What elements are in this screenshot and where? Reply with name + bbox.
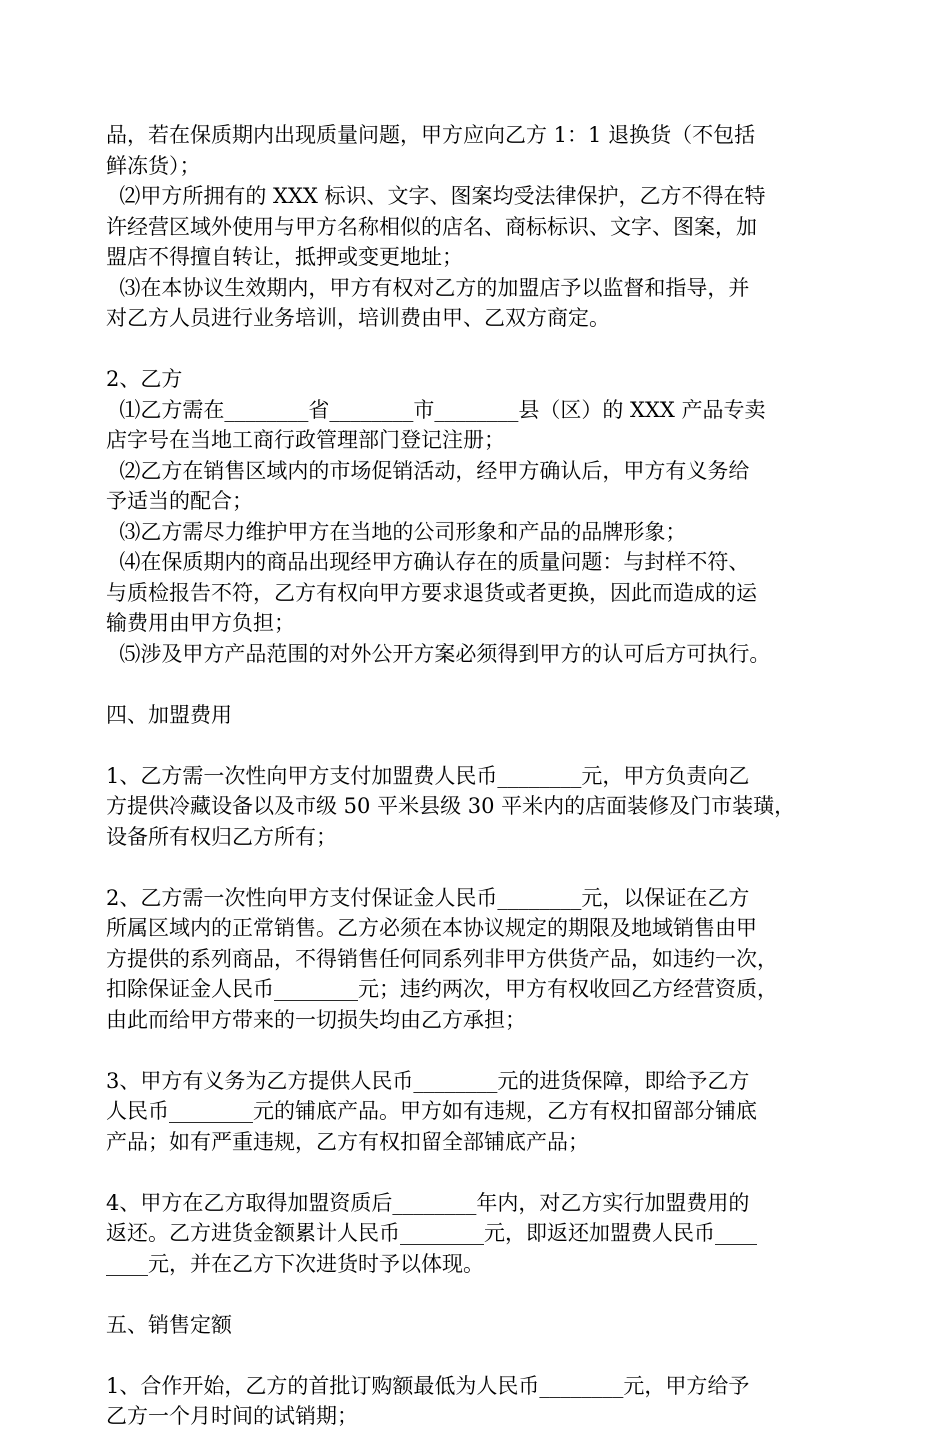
clause-franchise-fee-1 xyxy=(106,761,866,853)
text-line: ⑶在本协议生效期内，甲方有权对乙方的加盟店予以监督和指导，并 xyxy=(106,275,750,300)
section-sales-quota xyxy=(106,1310,866,1341)
section-heading: 四、加盟费用 xyxy=(106,702,232,727)
text-line: ⑵甲方所拥有的 XXX 标识、文字、图案均受法律保护，乙方不得在特 xyxy=(106,184,766,208)
text-line: 对乙方人员进行业务培训，培训费由甲、乙双方商定。 xyxy=(106,306,610,330)
clause-franchise-fee-3 xyxy=(106,1066,866,1158)
section-heading: 2、乙方 xyxy=(106,367,183,391)
text-line: ⑶乙方需尽力维护甲方在当地的公司形象和产品的品牌形象； xyxy=(106,519,687,544)
clause-franchise-fee-4 xyxy=(106,1188,866,1280)
text-line: ⑷在保质期内的商品出现经甲方确认存在的质量问题：与封样不符、 xyxy=(106,550,750,574)
clause-sales-quota-1 xyxy=(106,1371,866,1432)
paragraph-gap xyxy=(106,1279,866,1310)
text-line: 许经营区域外使用与甲方名称相似的店名、商标标识、文字、图案，加 xyxy=(106,214,757,239)
paragraph-jia-fang-obligations xyxy=(106,120,866,334)
text-line: 设备所有权归乙方所有； xyxy=(106,824,337,849)
text-line: 返还。乙方进货金额累计人民币________元，即返还加盟费人民币____ xyxy=(106,1221,757,1245)
text-line: ⑴乙方需在________省________市________县（区）的 XXX 产品专卖 xyxy=(106,397,766,422)
text-line: 1、乙方需一次性向甲方支付加盟费人民币________元，甲方负责向乙 xyxy=(106,763,750,788)
paragraph-gap xyxy=(106,1035,866,1066)
text-line: 由此而给甲方带来的一切损失均由乙方承担； xyxy=(106,1007,526,1032)
clause-franchise-fee-2 xyxy=(106,883,866,1036)
text-line: 予适当的配合； xyxy=(106,489,253,513)
paragraph-gap xyxy=(106,669,866,700)
paragraph-gap xyxy=(106,852,866,883)
text-line: 产品；如有严重违规，乙方有权扣留全部铺底产品； xyxy=(106,1129,589,1154)
text-line: 与质检报告不符，乙方有权向甲方要求退货或者更换，因此而造成的运 xyxy=(106,580,757,605)
paragraph-gap xyxy=(106,334,866,365)
text-line: ⑵乙方在销售区域内的市场促销活动，经甲方确认后，甲方有义务给 xyxy=(106,458,750,483)
text-line: 所属区域内的正常销售。乙方必须在本协议规定的期限及地域销售由甲 xyxy=(106,916,757,940)
text-line: 店字号在当地工商行政管理部门登记注册； xyxy=(106,428,505,452)
text-line: 鲜冻货）； xyxy=(106,153,201,178)
paragraph-gap xyxy=(106,1340,866,1371)
section-heading: 五、销售定额 xyxy=(106,1312,232,1337)
text-line: 盟店不得擅自转让，抵押或变更地址； xyxy=(106,245,463,269)
paragraph-gap xyxy=(106,730,866,761)
text-line: 2、乙方需一次性向甲方支付保证金人民币________元，以保证在乙方 xyxy=(106,885,750,910)
text-line: ⑸涉及甲方产品范围的对外公开方案必须得到甲方的认可后方可执行。 xyxy=(106,641,771,666)
text-line: 方提供冷藏设备以及市级 50 平米县级 30 平米内的店面装修及门市装璜， xyxy=(106,794,796,818)
text-line: 品，若在保质期内出现质量问题，甲方应向乙方 1：1 退换货（不包括 xyxy=(106,123,756,147)
text-line: 人民币________元的铺底产品。甲方如有违规，乙方有权扣留部分铺底 xyxy=(106,1099,757,1123)
paragraph-yi-fang-obligations xyxy=(106,364,866,669)
text-line: 输费用由甲方负担； xyxy=(106,611,295,635)
paragraph-gap xyxy=(106,1157,866,1188)
text-line: 乙方一个月时间的试销期； xyxy=(106,1404,358,1428)
document-body xyxy=(106,120,866,1432)
text-line: 4、甲方在乙方取得加盟资质后________年内，对乙方实行加盟费用的 xyxy=(106,1190,750,1215)
section-franchise-fee xyxy=(106,700,866,731)
text-line: 扣除保证金人民币________元；违约两次，甲方有权收回乙方经营资质， xyxy=(106,977,778,1001)
text-line: 1、合作开始，乙方的首批订购额最低为人民币________元，甲方给予 xyxy=(106,1373,750,1398)
text-line: ____元，并在乙方下次进货时予以体现。 xyxy=(106,1251,484,1276)
text-line: 3、甲方有义务为乙方提供人民币________元的进货保障，即给予乙方 xyxy=(106,1068,750,1093)
text-line: 方提供的系列商品，不得销售任何同系列非甲方供货产品，如违约一次， xyxy=(106,946,778,971)
